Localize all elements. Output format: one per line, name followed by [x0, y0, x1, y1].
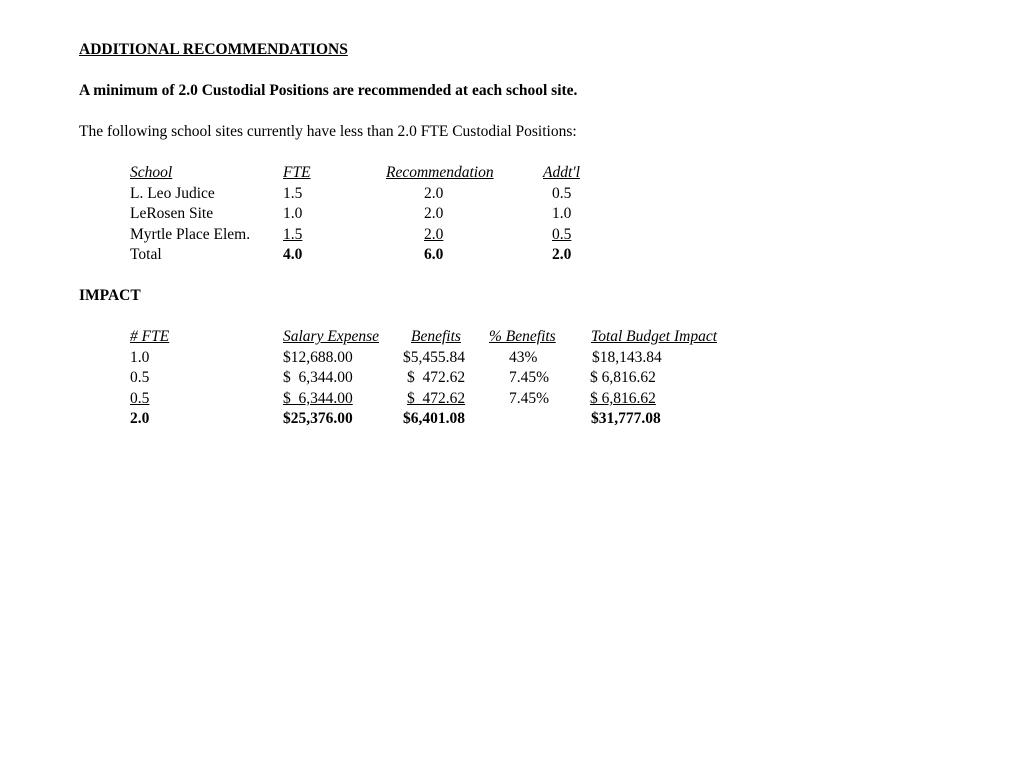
schools-header-fte: FTE: [283, 164, 311, 181]
impact-header-total: Total Budget Impact: [591, 328, 718, 345]
impact-pct-benefits: 43%: [509, 349, 538, 366]
school-fte: 1.5: [283, 185, 303, 202]
impact-pct-benefits: 7.45%: [509, 369, 550, 386]
total-fte: 4.0: [283, 246, 303, 263]
impact-pct-benefits: 7.45%: [509, 390, 550, 407]
impact-total-salary: $25,376.00: [283, 410, 353, 427]
school-name: L. Leo Judice: [130, 185, 215, 202]
school-addtl: 0.5: [552, 226, 572, 243]
school-addtl: 1.0: [552, 205, 572, 222]
school-addtl: 0.5: [552, 185, 572, 202]
school-fte: 1.5: [283, 226, 303, 243]
impact-total: $ 6,816.62: [590, 390, 656, 407]
impact-benefits: $5,455.84: [403, 349, 465, 366]
impact-header-fte: # FTE: [130, 328, 170, 345]
school-recommendation: 2.0: [424, 226, 444, 243]
recommendation-statement: A minimum of 2.0 Custodial Positions are recommended at each school site.: [79, 82, 578, 99]
total-recommendation: 6.0: [424, 246, 444, 263]
impact-fte: 0.5: [130, 390, 150, 407]
impact-total: $18,143.84: [592, 349, 662, 366]
impact-salary: $12,688.00: [283, 349, 353, 366]
impact-salary: $ 6,344.00: [283, 369, 353, 386]
school-name: LeRosen Site: [130, 205, 214, 222]
impact-total: $ 6,816.62: [590, 369, 656, 386]
impact-salary: $ 6,344.00: [283, 390, 353, 407]
schools-header-recommendation: Recommendation: [386, 164, 494, 181]
school-name: Myrtle Place Elem.: [130, 226, 251, 243]
impact-benefits: $ 472.62: [407, 369, 466, 386]
impact-heading: IMPACT: [79, 287, 141, 304]
school-recommendation: 2.0: [424, 185, 444, 202]
impact-total-budget: $31,777.08: [591, 410, 661, 427]
school-fte: 1.0: [283, 205, 303, 222]
impact-header-pct-benefits: % Benefits: [489, 328, 556, 345]
impact-fte: 1.0: [130, 349, 150, 366]
section-heading: ADDITIONAL RECOMMENDATIONS: [79, 41, 348, 58]
impact-benefits: $ 472.62: [407, 390, 466, 407]
impact-total-benefits: $6,401.08: [403, 410, 465, 427]
schools-header-school: School: [130, 164, 173, 181]
intro-text: The following school sites currently have less than 2.0 FTE Custodial Positions:: [79, 123, 577, 140]
impact-header-salary: Salary Expense: [283, 328, 379, 345]
impact-header-benefits: Benefits: [411, 328, 461, 345]
school-recommendation: 2.0: [424, 205, 444, 222]
total-addtl: 2.0: [552, 246, 572, 263]
schools-header-addtl: Addt'l: [543, 164, 580, 181]
total-label: Total: [130, 246, 162, 263]
impact-total-fte: 2.0: [130, 410, 150, 427]
impact-fte: 0.5: [130, 369, 150, 386]
